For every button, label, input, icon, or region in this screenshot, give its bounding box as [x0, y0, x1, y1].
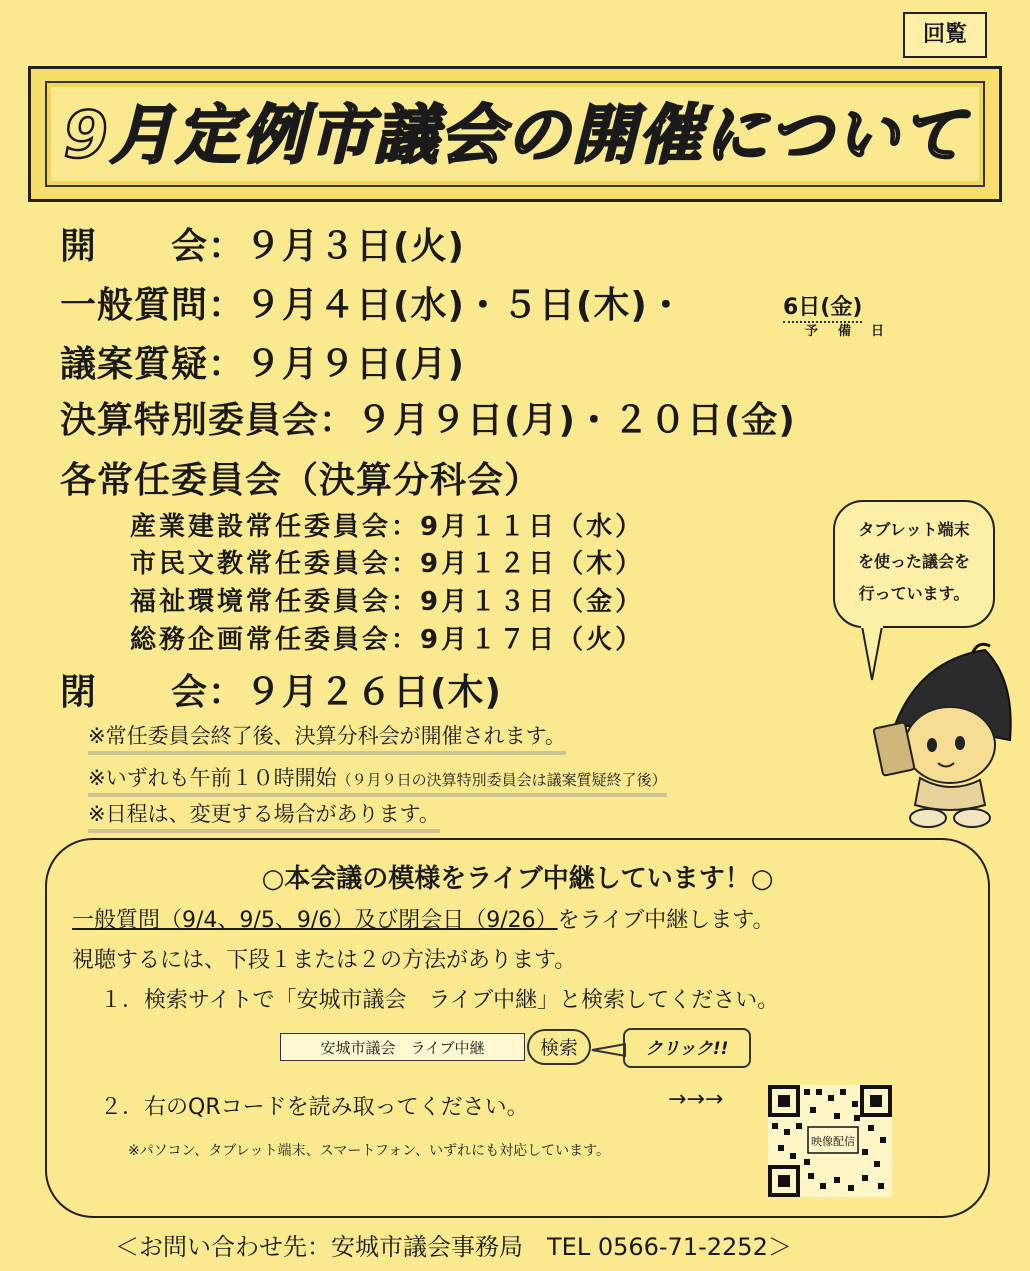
schedule-label: 一般質問：	[60, 285, 246, 326]
arrow-to-qr: →→→	[668, 1087, 724, 1112]
live-dates-underlined: 一般質問（9/4、9/5、9/6）及び閉会日（9/26）	[72, 908, 558, 933]
speech-line: を使った議会を	[857, 552, 970, 571]
schedule-label: 決算特別委員会：	[60, 400, 357, 441]
live-title: ○本会議の模様をライブ中継しています！○	[261, 864, 774, 894]
live-line-1	[72, 903, 775, 934]
committee-row	[130, 543, 644, 580]
committee-row	[130, 619, 644, 656]
schedule-bill-question	[60, 336, 465, 387]
search-button[interactable]: 検索	[527, 1029, 591, 1065]
step-2: ２．右のQRコードを読み取ってください。	[100, 1095, 529, 1120]
note-text: ※日程は、変更する場合があります。	[88, 802, 440, 826]
qr-code-icon[interactable]	[768, 1085, 892, 1197]
schedule-value: ９月９日(月)・２０日(金)	[356, 400, 796, 441]
schedule-value: ９月４日(水)・５日(木)・	[245, 285, 685, 326]
committee-name: 福祉環境常任委員会：	[130, 587, 421, 617]
schedule-label: 議案質疑：	[60, 344, 246, 385]
committee-row	[130, 506, 644, 543]
page-title: 9月定例市議会の開催について	[63, 99, 967, 173]
schedule-general-question	[60, 277, 685, 328]
committees-header: 各常任委員会（決算分科会）	[60, 460, 542, 501]
speech-bubble	[833, 500, 995, 628]
speech-line: 行っています。	[858, 584, 970, 603]
mascot-icon	[850, 620, 1020, 835]
committee-date: 9月１２日（木）	[420, 549, 645, 579]
committee-name: 産業建設常任委員会：	[130, 512, 421, 542]
title-inner-frame	[45, 81, 985, 187]
schedule-value: ９月９日(月)	[245, 344, 465, 385]
committee-date: 9月１３日（金）	[420, 587, 645, 617]
schedule-value: ９月３日(火)	[245, 226, 465, 267]
circulation-badge: 回覧	[903, 12, 987, 58]
note-line	[88, 798, 440, 833]
committee-name: 市民文教常任委員会：	[130, 549, 421, 579]
note-text: ※いずれも午前１０時開始	[88, 766, 337, 790]
schedule-value: ９月２６日(木)	[245, 672, 502, 713]
schedule-label: 開 会：	[60, 226, 246, 267]
committee-date: 9月１１日（水）	[420, 512, 645, 542]
title-frame	[28, 66, 1002, 202]
speech-line: タブレット端末	[858, 520, 970, 539]
note-small-text: （９月９日の決算特別委員会は議案質疑終了後）	[336, 771, 667, 789]
contact-footer: ＜お問い合わせ先：安城市議会事務局 TEL 0566-71-2252＞	[115, 1233, 792, 1261]
reserve-day: 6日(金)	[783, 290, 862, 323]
committee-name: 総務企画常任委員会：	[130, 625, 421, 655]
reserve-day-note: 予備日	[805, 324, 905, 339]
click-callout: クリック!!	[623, 1028, 751, 1068]
note-text: ※常任委員会終了後、決算分科会が開催されます。	[88, 724, 566, 748]
committee-date: 9月１７日（火）	[420, 625, 645, 655]
bubble-tail-icon	[862, 626, 882, 680]
schedule-closing	[60, 664, 502, 715]
schedule-opening	[60, 218, 465, 269]
live-line-rest: をライブ中継します。	[557, 908, 775, 933]
search-input[interactable]: 安城市議会 ライブ中継	[280, 1033, 525, 1061]
schedule-label: 閉 会：	[60, 672, 246, 713]
click-pointer-icon	[590, 1040, 626, 1060]
live-line-2: 視聴するには、下段１または２の方法があります。	[72, 948, 577, 973]
schedule-budget-committee	[60, 392, 796, 443]
qr-label: 映像配信	[811, 1135, 855, 1148]
note-line	[88, 720, 566, 755]
device-note: ※パソコン、タブレット端末、スマートフォン、いずれにも対応しています。	[128, 1143, 610, 1159]
step-1: １．検索サイトで「安城市議会 ライブ中継」と検索してください。	[100, 988, 780, 1013]
note-line	[88, 762, 667, 797]
committee-row	[130, 581, 644, 618]
